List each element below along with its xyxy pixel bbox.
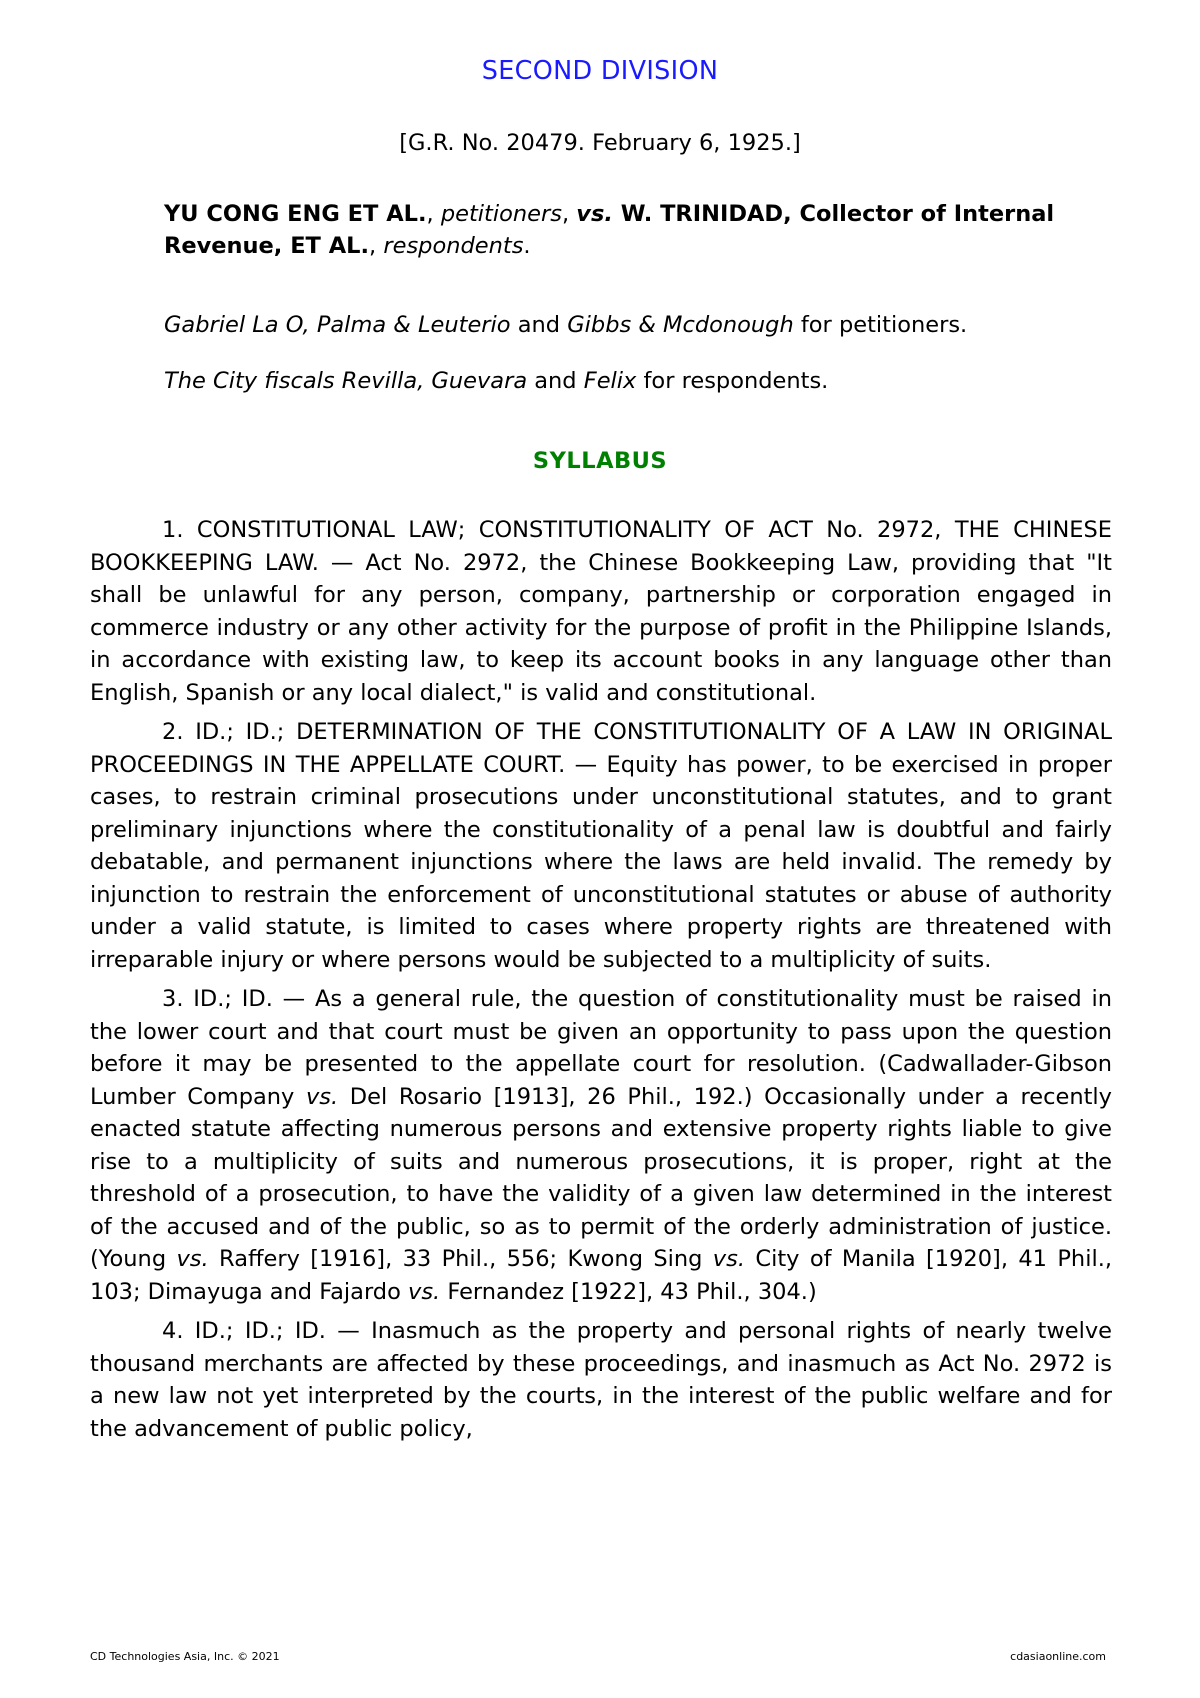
syllabus-paragraph-1: 1. CONSTITUTIONAL LAW; CONSTITUTIONALITY OF ACT No. 2972, THE CHINESE BOOKKEEPING LAW. — Act No. 2972, the Chinese Bookkeeping Law, providing that "It shall be unlawful for any person, company, partnership or corporation engaged in commerce industry or any other activity for the purpose of profit in the Philippine Islands, in accordance with existing law, to keep its account books in any language other than English, Spanish or any local dialect," is valid and constitutional. (90, 517, 1112, 706)
syllabus-paragraph-2: 2. ID.; ID.; DETERMINATION OF THE CONSTITUTIONALITY OF A LAW IN ORIGINAL PROCEEDINGS IN THE APPELLATE COURT. — Equity has power, to be exercised in proper cases, to restrain criminal prosecutions under unconstitutional statutes, and to grant preliminary injunctions where the constitutionality of a penal law is doubtful and fairly debatable, and permanent injunctions where the laws are held invalid. The remedy by injunction to restrain the enforcement of unconstitutional statutes or abuse of authority under a valid statute, is limited to cases where property rights are threatened with irreparable injury or where persons would be subjected to a multiplicity of suits. (90, 719, 1112, 973)
separator: , (561, 201, 577, 227)
versus-label: vs. (712, 1246, 745, 1272)
syllabus-heading: SYLLABUS (532, 448, 668, 474)
petitioner-role: petitioners (440, 201, 562, 227)
counsel-names: Gabriel La O, Palma & Leuterio (164, 312, 511, 338)
counsel-names: Gibbs & Mcdonough (567, 312, 794, 338)
versus-label: vs. (576, 201, 613, 227)
conjunction: and (510, 312, 568, 338)
petitioner-name: YU CONG ENG ET AL. (164, 201, 427, 227)
versus-label: vs. (408, 1278, 441, 1305)
paragraph-text: 3. ID.; ID. — As a general rule, the question of constitutionality must be raised in the lower court and that court must be given an opportunity to pass upon the question before it may be presented to the appellate court for resolution. (Cadwallader-Gibson Lumber Company (90, 986, 1112, 1110)
syllabus-paragraph-3 (90, 983, 1112, 1308)
petitioner-counsel (164, 312, 1124, 338)
counsel-role: for petitioners. (793, 312, 968, 338)
footer-website: cdasiaonline.com (1010, 1650, 1106, 1663)
separator: . (523, 233, 531, 259)
versus-label: vs. (176, 1246, 209, 1272)
separator: , (369, 233, 384, 259)
case-number: [G.R. No. 20479. February 6, 1925.] (399, 130, 801, 156)
counsel-names: The City fiscals Revilla, Guevara (164, 368, 528, 394)
counsel-role: for respondents. (636, 368, 829, 394)
respondent-counsel (164, 368, 1124, 394)
syllabus-body (90, 514, 1112, 1452)
separator: , (426, 201, 441, 227)
footer-copyright: CD Technologies Asia, Inc. © 2021 (90, 1650, 280, 1663)
counsel-names: Felix (583, 368, 637, 394)
division-heading: SECOND DIVISION (481, 56, 719, 86)
versus-label: vs. (305, 1083, 339, 1110)
respondent-role: respondents (383, 233, 524, 259)
case-parties (164, 198, 1064, 262)
paragraph-text: Del Rosario [1913], 26 Phil., 192.) Occasionally under a recently enacted statute affecting numerous persons and extensive property rights liable to give rise to a multiplicity of suits and numerous prosecutions, it is proper, right at the threshold of a prosecution, to have the validity of a given law determined in the interest of the accused and of the public, so as to permit of the orderly administration of justice. (Young (90, 1083, 1112, 1272)
paragraph-text: Raffery [1916], 33 Phil., 556; Kwong Sing (208, 1246, 713, 1272)
conjunction: and (527, 368, 584, 394)
paragraph-text: Fernandez [1922], 43 Phil., 304.) (440, 1278, 817, 1305)
respondent-name: W. TRINIDAD, Collector of Internal Revenue, ET AL. (164, 201, 1055, 259)
syllabus-paragraph-4: 4. ID.; ID.; ID. — Inasmuch as the property and personal rights of nearly twelve thousand merchants are affected by these proceedings, and inasmuch as Act No. 2972 is a new law not yet interpreted by the courts, in the interest of the public welfare and for the advancement of public policy, (90, 1318, 1112, 1442)
paragraph-text: City of Manila [1920], 41 Phil., 103; Dimayuga and Fajardo (90, 1246, 1112, 1305)
